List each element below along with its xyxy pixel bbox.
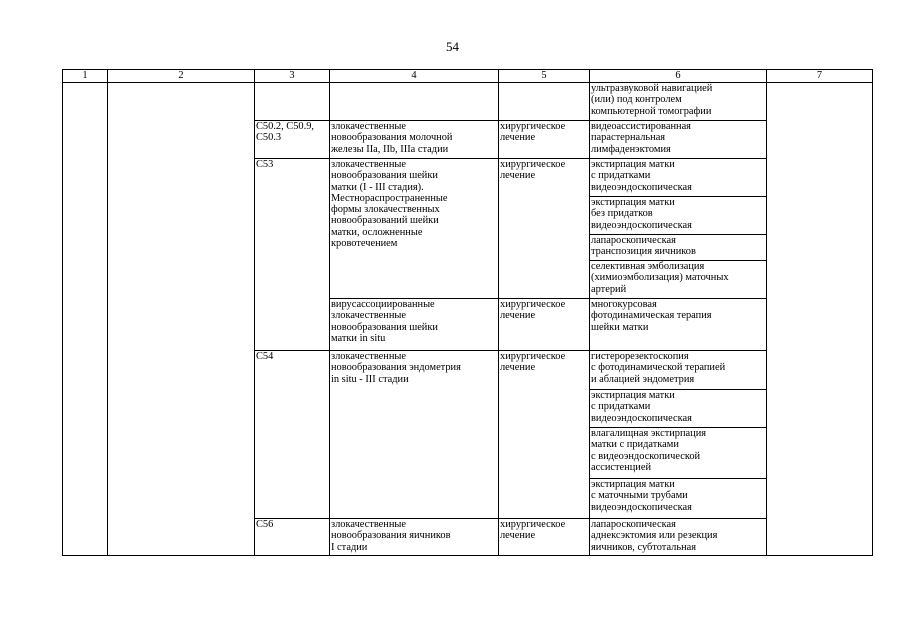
table-header-row (63, 70, 873, 83)
method-cell: гистерорезектоскопия с фотодинамической терапией и аблацией эндометрия (590, 351, 767, 390)
treatment-type-cell: хирургическое лечение (499, 159, 590, 299)
method-cell: видеоассистированная парастернальная лимфаденэктомия (590, 121, 767, 159)
treatment-type-cell: хирургическое лечение (499, 299, 590, 351)
method-cell: экстирпация матки без придатков видеоэндоскопическая (590, 197, 767, 235)
column-1-cell (63, 83, 108, 556)
method-cell: селективная эмболизация (химиоэмболизация) маточных артерий (590, 261, 767, 299)
medical-procedures-table (62, 69, 873, 556)
column-header: 1 (63, 70, 108, 83)
icd-code-cell (255, 83, 330, 121)
diagnosis-cell: злокачественные новообразования эндометрия in situ - III стадии (330, 351, 499, 519)
column-header: 6 (590, 70, 767, 83)
method-cell: многокурсовая фотодинамическая терапия шейки матки (590, 299, 767, 351)
column-header: 5 (499, 70, 590, 83)
icd-code-cell: C54 (255, 351, 330, 519)
column-header: 4 (330, 70, 499, 83)
diagnosis-cell (330, 83, 499, 121)
method-cell: экстирпация матки с придатками видеоэндоскопическая (590, 159, 767, 197)
treatment-type-cell: хирургическое лечение (499, 351, 590, 519)
column-header: 3 (255, 70, 330, 83)
icd-code-cell: C53 (255, 159, 330, 351)
method-cell: лапароскопическая аднексэктомия или резекция яичников, субтотальная (590, 519, 767, 556)
icd-code-cell: C50.2, C50.9, C50.3 (255, 121, 330, 159)
method-cell: экстирпация матки с придатками видеоэндоскопическая (590, 390, 767, 428)
page-number: 54 (446, 39, 459, 54)
diagnosis-cell: злокачественные новообразования шейки матки (I - III стадия). Местнораспространенные формы злокачественных новообразований шейки матки, осложненные кровотечением (330, 159, 499, 299)
treatment-type-cell: хирургическое лечение (499, 121, 590, 159)
column-header: 2 (108, 70, 255, 83)
method-cell: влагалищная экстирпация матки с придатками с видеоэндоскопической ассистенцией (590, 428, 767, 479)
diagnosis-cell: злокачественные новообразования молочной железы IIa, IIb, IIIa стадии (330, 121, 499, 159)
treatment-type-cell: хирургическое лечение (499, 519, 590, 556)
diagnosis-cell: вирусассоциированные злокачественные новообразования шейки матки in situ (330, 299, 499, 351)
method-cell: экстирпация матки с маточными трубами видеоэндоскопическая (590, 479, 767, 519)
column-2-cell (108, 83, 255, 556)
icd-code-cell: C56 (255, 519, 330, 556)
treatment-type-cell (499, 83, 590, 121)
diagnosis-cell: злокачественные новообразования яичников I стадии (330, 519, 499, 556)
column-7-cell (767, 83, 873, 556)
method-cell: лапароскопическая транспозиция яичников (590, 235, 767, 261)
column-header: 7 (767, 70, 873, 83)
method-cell: ультразвуковой навигацией (или) под контролем компьютерной томографии (590, 83, 767, 121)
table-row (63, 83, 873, 121)
